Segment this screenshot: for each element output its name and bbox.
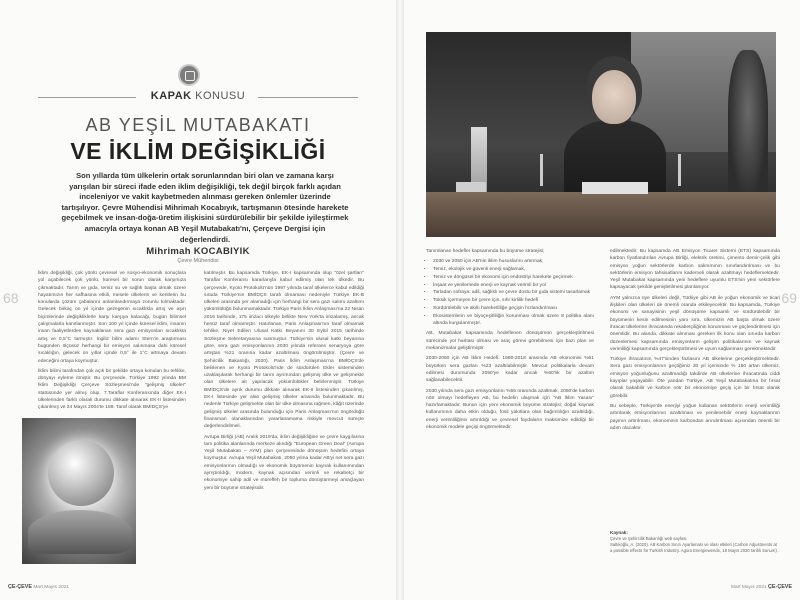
paragraph: AB, Mutabakat kapsamında hedeflenen dönüşümün gerçekleştirilmesi sürecinde yol haritası olması ve araç görevi görebilmesi için bazı plan ve mekanizmalar geliştirmiştir. — [426, 331, 594, 352]
list-item: • İnşaat ve yenilemede enerji ve kaynak verimli bir yol — [433, 282, 594, 289]
footer-issue: Mart Mayıs 2021 — [730, 585, 767, 590]
source-title: Kaynak: — [610, 530, 628, 535]
paragraph: AYM yalnızca üye ülkeleri değil, Türkiye gibi AB ile yoğun ekonomik ve ticari ilişkileri olan ülkeleri de önemli oranda etkileyecektir. Bu kapsamda, Türkiye ekonomi ve sanayisinin yeşil dönüşüme kapsamlı ve sürdürülebilir bir büyümenin kesin edilmesinin yanı sıra, ülkemizin AB başta olmak üzere ihracat ülkelerine ihracatında rekabetçiliğinin korunması ve güçlendirilmesi için önemlidir. Bu alanda, dikkate alınması gereken ilk konu olan sınırda karbon düzenlemesi kapsamında emisyonların gelişim politikalarının ve kaynak verimliliği kapsamında gerçekleştirilmesi ve uyum sağlanması gerekmektedir. — [610, 295, 780, 352]
footer-left — [8, 584, 69, 590]
page-number-left: 68 — [3, 290, 19, 306]
section-label-light: KONUSU — [195, 90, 246, 102]
paragraph: İklim değişikliği, çok yönlü çevresel ve sosyo-ekonomik sonuçlara yol açabilecek çok yönlü, küresel bir sorun olarak karşımıza çıkmaktadır. Tarım ve gıda, temiz su ve sağlık başta olmak üzere hayatımızın her safhasına etkili, mesele ülkelerin ve kentlerin bu konularda çözüm çabalarını anlamlandırmaya zorunlu kılmaktadır. Gelecek birkaç on yıl içinde gezegenin sıcaklıkla artış ve aşırı biçimlerinde değişikliklerle karşı karşıya kalacağı, bugün bilimsel çalışmalarla kanıtlanmıştır. Son 100 yıl içinde küresel iklim, insanın insan faaliyetlerden kaynaklanan sera gazı emisyonları sıcaklıkta artış ve 0,5°C tarmıştır. İngiliz bilim adamı Stern'in araştırması bugünden ölçüsüz herhangi bir emisyon salınmasa dahi küresel sıcaklığın, gelecek on yıllar içinde 0,5° ile 1°C artmaya devam edeceğini ortaya koymuştur. — [38, 271, 186, 364]
column-1 — [38, 270, 186, 415]
list-item: • Sürdürülebilir ve akıllı hareketliliğe geçişin hızlandırılması — [433, 305, 594, 312]
footer-brand: ÇE-ÇEVE — [768, 584, 792, 590]
page-number-right: 69 — [781, 290, 797, 306]
section-label-bold: KAPAK — [150, 90, 192, 102]
paragraph: Tanımlanan hedefler kapsamında bu büyüme stratejisi; — [426, 249, 545, 254]
column-2 — [204, 270, 364, 495]
author-portrait-photo — [426, 32, 776, 237]
author-role: Çevre Mühendisi — [177, 258, 219, 264]
author-name: Mihrimah KOCABIYIK — [146, 246, 250, 257]
column-3 — [426, 248, 594, 434]
article-title-line2: VE İKLİM DEĞİŞİKLİĞİ — [70, 138, 326, 164]
policy-bullet-list — [426, 258, 594, 327]
footer-issue: Mart Mayıs 2021 — [33, 585, 70, 590]
section-label — [38, 90, 358, 102]
source-box — [610, 530, 780, 554]
magazine-emblem-icon — [178, 64, 200, 86]
list-item: • Tarladan sofraya: adil, sağlıklı ve çevre dostu bir gıda sistemi tasarlamak — [433, 289, 594, 296]
paragraph: Bu sebeple, Türkiye'de enerjiyi yoğun kullanan sektörlerin enerji verimliliği artırılarak emisyonlarının azaltılması ve yenilenebilir enerji kaynaklarının payının artırılması, ekonominin karbondan arındırılması açısından önemli bir adım olacaktır. — [610, 403, 780, 431]
paragraph: 2030-2050 için AB İklim Hedefi: 1990-2018 arasında AB ekonomisi %61 büyürken sera gazları %23 azaltılabilmiştir. Mevcut politikalarla devam edilmesi durumunda 2050'ye kadar ancak %60'lık bir azaltım sağlanabilecektir. — [426, 356, 594, 384]
globe-in-hand-image — [22, 418, 136, 564]
column-4 — [610, 248, 780, 435]
spine-gutter — [396, 0, 404, 600]
source-line: Saltıkoğlu, A. (2020). AB Karbon Sınırı Ayarlaması ve olası etkileri (Carbon Adjustments at a possible effects for Turkish Industry. Agora Energiewende, 18 Mayıs 2020 tarihli Sunum). — [610, 542, 778, 553]
paragraph: 2030 yılında sera gazı emisyonlarını %55 oranında azaltmak, 2050'de karbon nötr olmayı hedefleyen AB, bu hedefin ulaşmak için "AB İklim Yasası" hazırlamaktadır. Bunun için yeni ekonomik büyüme stratejisi; doğal kaynak kullanımının daha etkin olduğu, fosil yakıtlara olan bağımlılığın azaltıldığı, enerji verimliliğinin artırıldığı ve çevresel faydaların maksimize edildiği bir ekonomik modele geçişi öngörmektedir. — [426, 388, 594, 431]
paragraph: Türkiye ihracatının %47'sinden fazlasını AB ülkelerine gerçekleştirmektedir. Sera gazı emisyonlarının geçtiğimiz 30 yıl içerisinde % 150 artan ülkemiz, emisyon yoğunluğunu azaltmadığı takdirde AB ülkelerine ihracatında ciddi kayıplar yaşayabilir. Öte yandan Türkiye, AB Yeşil Mutabakatına bir fırsat olarak bakabilir ve karbon nötr bir ekonomiye geçiş için bir fırsat olarak görebilir. — [610, 357, 780, 399]
paragraph: katılmıştır. Bu kapsamda Türkiye, EK-I kapsamında olup "özel şartları" Taraflar Konferansı kararlarıyla kabul edilmiş olan tek ülkedir. Bu çerçevede, Kyoto Protokolü'nün 1997 yılında taraf ülkelerce kabul edildiği sırada Türkiye'nin BMİDÇS tarafı olmaması nedeniyle Türkiye EK-B ülkeleri arasında yer alamadığı için herhangi bir sera gazı salımı azaltımı yükümlülüğü bulunmamaktadır. Türkiye Paris İklim Anlaşması'na 22 Nisan 2016 tarihinde, 175 imzacı ülkeyle birlikte New York'ta imzalamış, ancak henüz taraf olmamıştır. Hatırlanan, Paris Anlaşması'nın taraf olmamak tehlike, Niyet Edilen Ulusal Katkı Beyanını 30 Eylül 2015 tarihinde Sözleşme Sekretaryasına sunmuştur. Türkiye'nin ulusal katkı beyanına göre, sera gazı emisyonlarının 2030 yılında referans senaryoya göre artıştan %21 oranına kadar azaltılması öngörülmüştür. (Çevre ve Şehircilik Bakanlığı, 2020). Paris İklim Anlaşması'na BMİDÇS'de belirlenen ve Kyoto Protokolü'nde de sürdürülen Ekler sisteminden uzaklaşılarak herhangi bir tarım ayrımından gelişmiş ülke ve gelişmekte olan ülkelere ait yapılacak yükümlülükler belirlenmiştir. Türkiye BMİDÇS'de ayrık durumu dikkate alınarak EK-II listesinden çıkarılmış, EK-I listesinde yer alan gelişmiş ülkeler arasında bulunmaktadır. Bu nedenle Türkiye gelişmekte olan bir ülke olmasına rağmen, kâğıt üzerinde gelişmiş ülkeler arasında bulunduğu için Paris Anlaşması'nın öngördüğü finansman olanaklarından yararlanamama riskiyle mevcut süreçte değerlendirilmeli. — [204, 271, 364, 430]
list-item: • Toksik içermeyen bir çevre için, sıfır kirlilik hedefi — [433, 297, 594, 304]
list-item: • Temiz ve döngüsel bir ekonomi için endüstriyi harekete geçirmek — [433, 274, 594, 281]
article-lead: Son yıllarda tüm ülkelerin ortak sorunlarından biri olan ve zamana karşı yarışılan bir süreci ifade eden iklim değişikliği, tek değil birçok farklı açıdan inceleniyor ve vakit kaybetmeden alınması gereken önlemler üzerinde tartışılıyor. Çevre Mühendisi Mihrimah Kocabıyık, tartışmanın ötesinde harekete geçebilmek ve insan-doğa-üretim ilişkisini sürdürülebilir bir şekilde iyileştirmek amacıyla ortaya konan AB Yeşil Mutabakatı'nı, Çerçeve Dergisi için değerlendirdi. — [61, 171, 349, 244]
list-item: • Temiz, ekolojik ve güvenli enerji sağlamak, — [433, 266, 594, 273]
list-item: • Ekosistemlerin ve biyoçeşitliliğin korunması olmak üzere 8 politika alanı altında kurgulanmıştır. — [433, 313, 594, 328]
paragraph: Avrupa Birliği (AB) Aralık 2019'da, iklim değişikliğine ve çevre kaygılarına tam politika alanlarında merkeze alındığı "European Green Deal" (Avrupa Yeşil Mutabakatı – AYM) plan çerçevesinde dönüşüm hedefini ortaya koymuştur. Avrupa Yeşil Mutabakatı, 2050 yılına kadar AB'yi net sera gazı emisyonlarının olmadığı ve ekonomik büyümenin kaynak kullanımından ayrıştırıldığı, modern, kaynak açısından verimli ve rekabetçi bir ekonomiye sahip adil ve müreffeh bir topluma dönüştürmeyi amaçlayan yeni bir büyüme stratejisidir. — [204, 434, 364, 491]
right-page — [404, 0, 800, 600]
source-line: Çevre ve Şehircilik Bakanlığı web sayfası — [610, 536, 687, 541]
article-title-line1: AB YEŞİL MUTABAKATI — [85, 115, 311, 135]
left-page — [0, 0, 396, 600]
list-item: • 2030 ve 2050 için AB'nin iklim hususlarını artırmak, — [433, 258, 594, 265]
footer-right — [731, 584, 792, 590]
paragraph: İklim bilimi tarafından çok açık bir şekilde ortaya konulan bu tehlike, dünyayı eyleme itmiştir. Bu çerçevede, Türkiye 1992 yılında BM İklim Değişikliği Çerçeve Sözleşmesi'nde "gelişmiş ülkeler" statüsünde yer almış olup, 7.Taraflar Konferansında diğer EK-I ülkelerinden farklı olarak durumu dikkate alınarak EK-II listesinden çıkarılmış ve 24 Mayıs 2004'te 189. Taraf olarak BMİDÇS'ye — [38, 368, 186, 411]
paragraph: edilmektedir. Bu kapsamda AB Emisyon Ticaret Sistemi (ETS) kapsamında karbon fiyatlandırılan Avrupa Birliği, elektrik üretimi, çimento demir-çelik gibi emisyon yoğun sektörlerde karbon salınımının sınırlandırılması ve bu sektörlerin emisyon tahsisatlarını kademeli olarak azaltmayı hedeflemektedir. Yeşil Mutabakat kapsamında yeni hedeflere uyumlu ETS'nin yeni sektörlere kapsayacak şekilde genişletilmesi planlanıyor. — [610, 249, 780, 291]
footer-brand: ÇE-ÇEVE — [8, 584, 32, 590]
